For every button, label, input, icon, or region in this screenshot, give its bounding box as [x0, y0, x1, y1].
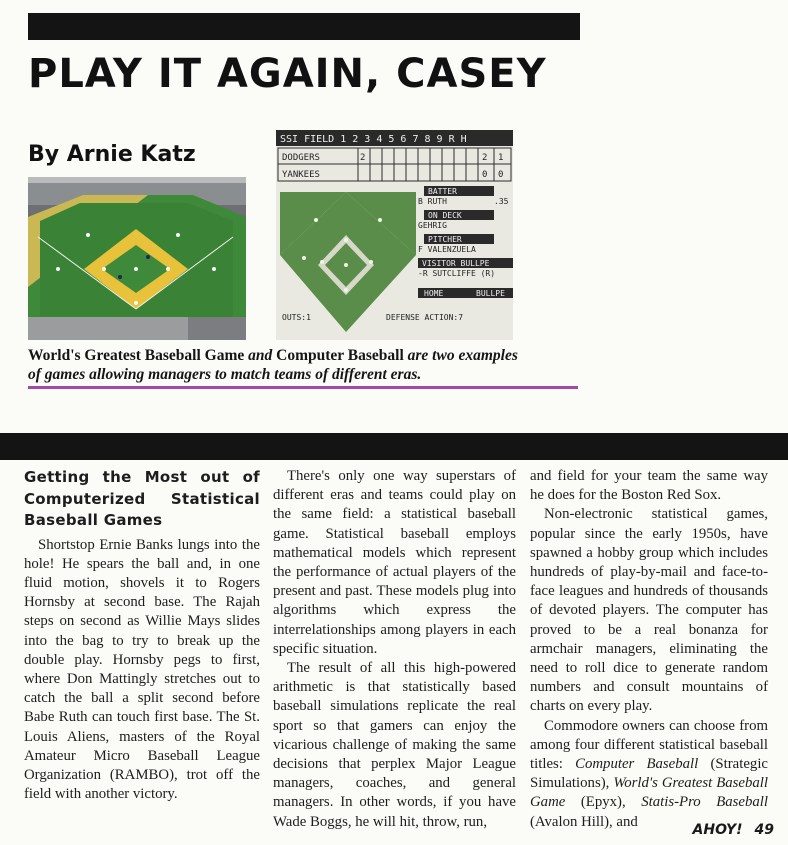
- col3-p2-text-d: (Avalon Hill), and: [530, 813, 638, 830]
- batter-name: B RUTH: [418, 197, 447, 206]
- col3-p2-text-a: Commodore owners can choose from among four different statistical baseball titles:: [530, 717, 768, 773]
- mid-banner-bar: [0, 433, 788, 460]
- team1-name: DODGERS: [282, 153, 320, 163]
- defense-readout: DEFENSE ACTION:7: [386, 313, 464, 322]
- screenshot-stadium: [28, 177, 246, 340]
- col2-paragraph-2: The result of all this high-powered arithmetic is that statistically based baseball simulations replicate the real sport so that gamers can enjoy the vicarious challenge of making the same decisions that perplex Major League managers, coaches, and general managers. In other words, if you have Wade Boggs, he will hit, throw, run,: [273, 660, 516, 830]
- page-footer: [693, 822, 774, 838]
- team2-name: YANKEES: [282, 170, 320, 180]
- scoreboard-header: SSI FIELD 1 2 3 4 5 6 7 8 9 R H: [280, 134, 467, 145]
- batter-label: BATTER: [428, 187, 457, 196]
- team1-hits: 1: [498, 153, 504, 163]
- home-label: HOME: [424, 289, 444, 298]
- caption-title-1: World's Greatest Baseball Game: [28, 347, 245, 364]
- image-caption: [28, 346, 528, 384]
- caption-rule: [28, 386, 578, 389]
- pitcher-name: F VALENZUELA: [418, 245, 476, 254]
- col3-paragraph-2: [530, 717, 768, 832]
- column-2: [273, 467, 516, 832]
- subheading: Getting the Most out of Computerized Statistical Baseball Games: [24, 468, 260, 529]
- pitcher-label: PITCHER: [428, 235, 462, 244]
- team1-runs: 2: [482, 153, 488, 163]
- caption-title-2: Computer Baseball: [276, 347, 404, 364]
- caption-connector: and: [244, 347, 277, 364]
- col3-p2-title-c: Statis-Pro Baseball: [641, 794, 769, 811]
- page-number: 49: [754, 822, 774, 838]
- col3-p2-title-a: Computer Baseball: [575, 756, 699, 773]
- team2-hits: 0: [498, 170, 504, 180]
- batter-avg: .35: [494, 197, 509, 206]
- crt-screen-svg: [276, 130, 513, 340]
- outs-readout: OUTS:1: [282, 313, 311, 322]
- home-bullpen-label: BULLPE: [476, 289, 505, 298]
- bullpen-label: VISITOR BULLPE: [422, 259, 490, 268]
- col1-paragraph-1: Shortstop Ernie Banks lungs into the hole! He spears the ball and, in one fluid motion, shovels it to Rogers Hornsby at second base. The Rajah steps on second as Willie Mays slides into the bag to try to break up the double play. Hornsby pegs to first, where Don Mattingly stretches out to catch the ball a split second before Babe Ruth can touch first base. The St. Louis Aliens, masters of the Royal Amateur Micro Baseball League Organization (RAMBO), trot off the field with another victory.: [24, 536, 260, 803]
- bullpen-name: -R SUTCLIFFE (R): [418, 269, 496, 278]
- col3-paragraph-1: Non-electronic statistical games, popular since the early 1950s, have spawned a hobby group which includes hundreds of play-by-mail and face-to-face leagues and hundreds of thousands of devoted players. The computer has proved to be a real bonanza for armchair managers, eliminating the need to roll dice to generate random numbers and consult mountains of charts on every play.: [530, 506, 768, 715]
- baseball-field-color-screenshot-icon: [28, 177, 246, 340]
- team1-inning1: 2: [360, 153, 366, 163]
- top-banner-bar: [28, 13, 580, 40]
- caption-text: are two examples of games allowing managers to match teams of different eras.: [28, 347, 518, 383]
- on-deck-name: GEHRIG: [418, 221, 447, 230]
- col3-paragraph-0: and field for your team the same way he does for the Boston Red Sox.: [530, 468, 768, 504]
- magazine-name: AHOY!: [692, 822, 743, 838]
- column-3: [530, 467, 768, 832]
- team2-runs: 0: [482, 170, 488, 180]
- column-1: [24, 467, 260, 804]
- col2-paragraph-1: There's only one way superstars of different eras and teams could play on the same field: a statistical baseball game. Statistical baseball employs mathematical models which represent the performance of actual players of the present and past. These models plug into algorithms which express the interrelationships among players in each specific situation.: [273, 468, 516, 657]
- byline: By Arnie Katz: [28, 142, 196, 167]
- col3-p2-text-c: (Epyx),: [565, 794, 642, 811]
- col3-p2-title-b: World's Greatest Baseball Game: [530, 775, 769, 811]
- article-title: PLAY IT AGAIN, CASEY: [28, 51, 547, 97]
- on-deck-label: ON DECK: [428, 211, 462, 220]
- col3-p2-text-b: (Strategic Simulations),: [530, 756, 769, 792]
- screenshot-computer-baseball: [276, 130, 513, 340]
